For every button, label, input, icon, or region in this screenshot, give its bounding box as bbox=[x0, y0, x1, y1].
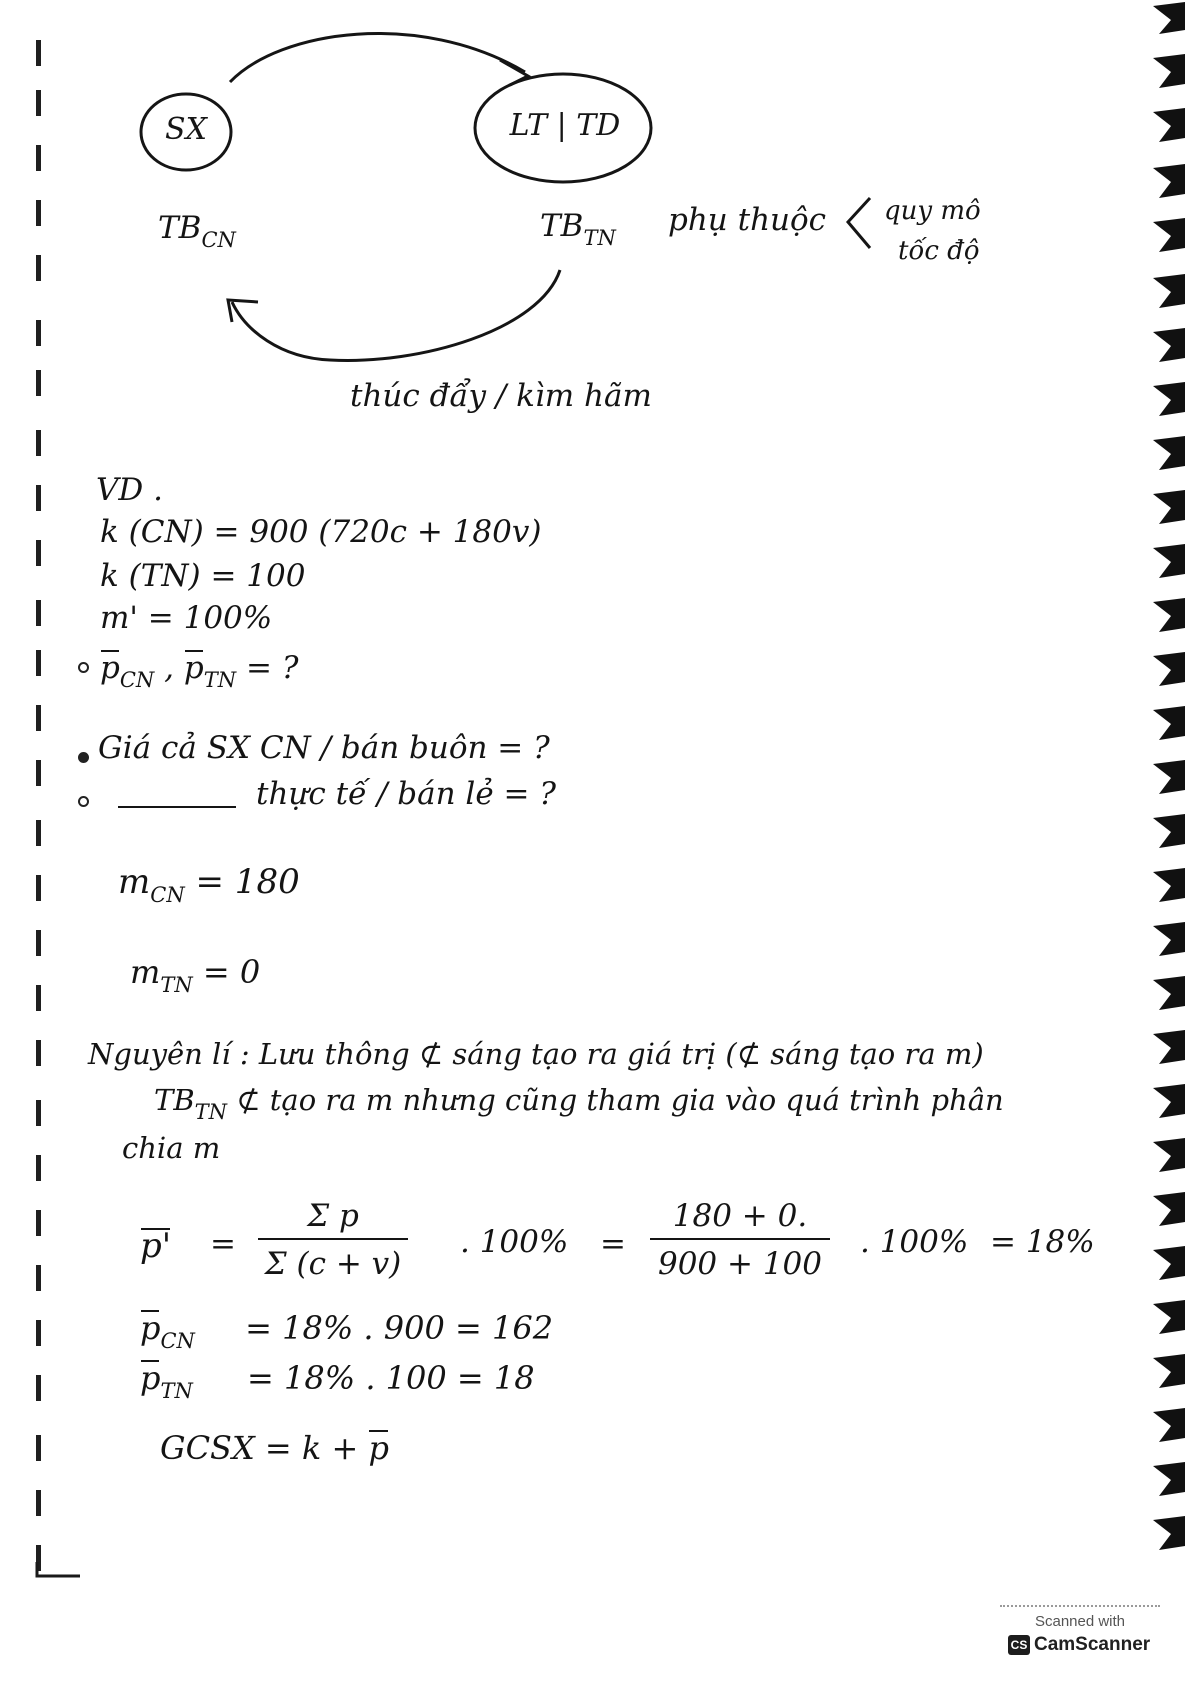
bullet-dot bbox=[78, 796, 89, 807]
label-phu-thuoc: phụ thuộc bbox=[668, 202, 827, 238]
label-thuc-day-kim-ham: thúc đẩy / kìm hãm bbox=[350, 378, 652, 414]
example-heading: VD . bbox=[96, 472, 163, 508]
m-cn-line: $m_{CN} = 180$ bbox=[118, 862, 300, 907]
node-lt-td-label: LT | TD bbox=[509, 108, 621, 143]
p-tn-result: $p_{TN} = 18\%$ . 100 = 18 bbox=[140, 1359, 535, 1403]
watermark-brand-name: CamScanner bbox=[1034, 1634, 1151, 1655]
label-quy-mo: quy mô bbox=[884, 196, 981, 226]
formula-times-100-1: . 100% bbox=[460, 1224, 569, 1260]
repeat-blank-line bbox=[118, 806, 236, 808]
formula-eq-2: = bbox=[600, 1226, 626, 1262]
top-arrow bbox=[230, 34, 525, 82]
formula-eq: = bbox=[210, 1226, 236, 1262]
example-m-prime: m' = 100% bbox=[100, 600, 273, 636]
label-tb-tn: $TB_{TN}$ bbox=[540, 208, 616, 250]
formula-lhs: p' bbox=[140, 1226, 172, 1266]
factor-bracket bbox=[848, 198, 870, 248]
principle-line-3: chia m bbox=[122, 1131, 221, 1165]
question-retail-price: thực tế / bán lẻ = ? bbox=[256, 776, 556, 812]
watermark-caption: Scanned with bbox=[1034, 1613, 1126, 1630]
principle-line-2: $TB_{TN}$ ⊄ tạo ra m nhưng cũng tham gia vào quá trình phân bbox=[154, 1083, 1004, 1124]
formula-result: = 18% bbox=[990, 1224, 1095, 1260]
bottom-arrow bbox=[232, 270, 560, 360]
camscanner-watermark bbox=[1000, 1605, 1160, 1669]
top-arrowhead bbox=[500, 60, 528, 85]
label-tb-cn: $TB_{CN}$ bbox=[158, 210, 236, 252]
example-k-tn: k (TN) = 100 bbox=[100, 558, 306, 594]
corner-mark bbox=[34, 1560, 84, 1580]
question-wholesale-price: Giá cả SX CN / bán buôn = ? bbox=[98, 730, 550, 766]
p-cn-result: $p_{CN} = 18\%$ . 900 = 162 bbox=[140, 1309, 554, 1353]
principle-line-1: Nguyên lí : Lưu thông ⊄ sáng tạo ra giá trị (⊄ sáng tạo ra m) bbox=[88, 1037, 984, 1071]
label-toc-do: tốc độ bbox=[898, 236, 980, 266]
bullet-dot bbox=[78, 752, 89, 763]
node-sx-label: SX bbox=[165, 112, 207, 147]
formula-fraction-2: 180 + 0. 900 + 100 bbox=[650, 1198, 830, 1282]
camscanner-logo-icon: CS bbox=[1008, 1635, 1030, 1655]
m-tn-line: $m_{TN} = 0$ bbox=[130, 953, 261, 997]
watermark-brand bbox=[1008, 1634, 1160, 1656]
gcsx-formula: GCSX = k + p bbox=[160, 1429, 389, 1467]
formula-fraction-1: Σ p Σ (c + v) bbox=[258, 1198, 408, 1282]
example-k-cn: k (CN) = 900 (720c + 180v) bbox=[100, 514, 542, 550]
question-average-profit: $p_{CN}$ , $p_{TN}$ = ? bbox=[100, 650, 299, 692]
formula-times-100-2: . 100% bbox=[860, 1224, 969, 1260]
bullet-dot bbox=[78, 662, 89, 673]
